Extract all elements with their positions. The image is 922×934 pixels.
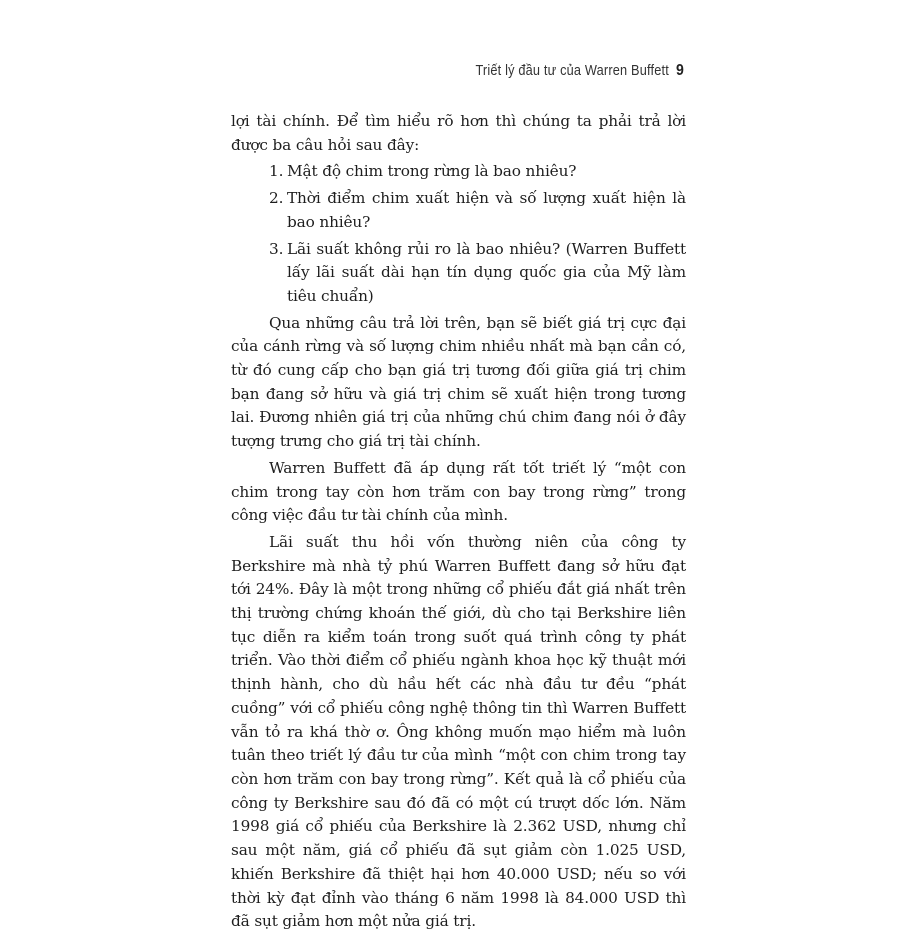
list-item bbox=[269, 187, 686, 234]
running-title: Triết lý đầu tư của Warren Buffett bbox=[475, 63, 669, 79]
list-item-text: Mật độ chim trong rừng là bao nhiêu? bbox=[287, 162, 577, 181]
list-item bbox=[269, 160, 686, 184]
list-item-text: Thời điểm chim xuất hiện và số lượng xuất hiện là bao nhiêu? bbox=[287, 189, 686, 231]
list-item-text: Lãi suất không rủi ro là bao nhiêu? (Warren Buffett lấy lãi suất dài hạn tín dụng quốc gia của Mỹ làm tiêu chuẩn) bbox=[287, 239, 686, 305]
list-marker: 3. bbox=[269, 239, 284, 258]
list-item bbox=[269, 238, 686, 309]
question-list bbox=[231, 160, 686, 308]
running-header bbox=[475, 62, 684, 80]
list-marker: 2. bbox=[269, 189, 284, 208]
list-marker: 1. bbox=[269, 162, 284, 181]
intro-paragraph: lợi tài chính. Để tìm hiểu rõ hơn thì chúng ta phải trả lời được ba câu hỏi sau đây: bbox=[231, 112, 686, 154]
body-text bbox=[231, 110, 686, 934]
paragraph: Qua những câu trả lời trên, bạn sẽ biết giá trị cực đại của cánh rừng và số lượng chim nhiều nhất mà bạn cần có, từ đó cung cấp cho bạn giá trị tương đối giữa giá trị chim bạn đang sở hữu và giá trị chim sẽ xuất hiện trong tương lai. Đương nhiên giá trị của những chú chim đang nói ở đây tượng trưng cho giá trị tài chính. bbox=[231, 313, 686, 451]
page-number: 9 bbox=[675, 62, 684, 79]
paragraph: Lãi suất thu hồi vốn thường niên của công ty Berkshire mà nhà tỷ phú Warren Buffett đang sở hữu đạt tới 24%. Đây là một trong những cổ phiếu đắt giá nhất trên thị trường chứng khoán thế giới, dù cho tại Berkshire liên tục diễn ra kiểm toán trong suốt quá trình công ty phát triển. Vào thời điểm cổ phiếu ngành khoa học kỹ thuật mới thịnh hành, cho dù hầu hết các nhà đầu tư đều “phát cuồng” với cổ phiếu công nghệ thông tin thì Warren Buffett vẫn tỏ ra khá thờ ơ. Ông không muốn mạo hiểm mà luôn tuân theo triết lý đầu tư của mình “một con chim trong tay còn hơn trăm con bay trong rừng”. Kết quả là cổ phiếu của công ty Berkshire sau đó đã có một cú trượt dốc lớn. Năm 1998 giá cổ phiếu của Berkshire là 2.362 USD, nhưng chỉ sau một năm, giá cổ phiếu đã sụt giảm còn 1.025 USD, khiến Berkshire đã thiệt hại hơn 40.000 USD; nếu so với thời kỳ đạt đỉnh vào tháng 6 năm 1998 là 84.000 USD thì đã sụt giảm hơn một nửa giá trị. bbox=[231, 532, 686, 931]
paragraph: Warren Buffett đã áp dụng rất tốt triết lý “một con chim trong tay còn hơn trăm con bay trong rừng” trong công việc đầu tư tài chính của mình. bbox=[231, 458, 686, 525]
